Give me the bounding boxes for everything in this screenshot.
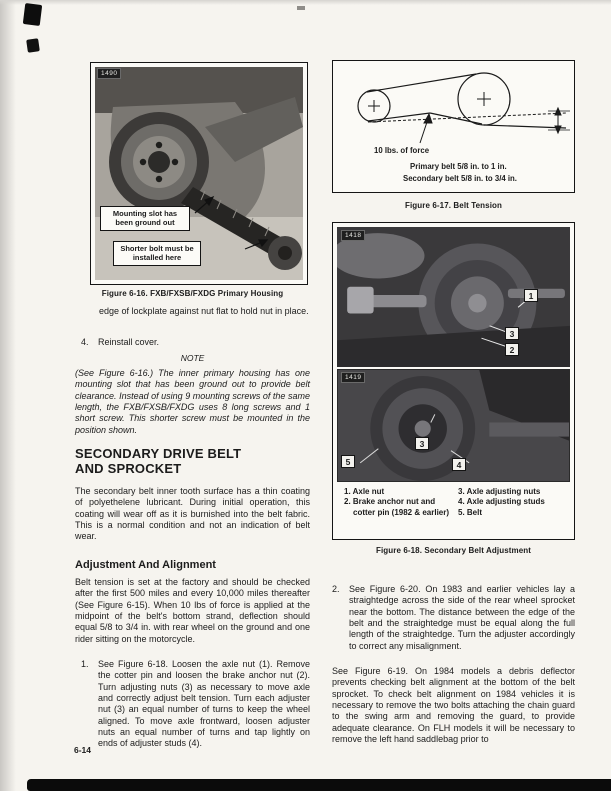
paragraph-belt-tension: Belt tension is set at the factory and should be checked after the first 500 miles and every 10,000 miles thereafter (See Figure 6-15). When 10 lbs of force is applied at the midpoint of the belt's bottom strand, deflection should equal 5/8 to 3/4 in. with rear wheel on the ground and one rider sitting on the motorcycle. — [75, 577, 310, 644]
figure-6-18-callout-2: 2 — [505, 343, 519, 356]
figure-6-17-caption: Figure 6-17. Belt Tension — [404, 201, 503, 210]
figure-6-17-force-label: 10 lbs. of force — [374, 146, 430, 155]
figure-6-18-callout-4: 4 — [452, 458, 466, 471]
figure-6-16-callout-shorter-bolt: Shorter bolt must be installed here — [113, 241, 201, 266]
legend-item: 3. Axle adjusting nuts — [458, 487, 541, 496]
figure-6-17-secondary-spec: Secondary belt 5/8 in. to 3/4 in. — [403, 174, 517, 183]
list-item-1 — [81, 659, 310, 750]
scan-mark-top-left-2 — [26, 38, 40, 53]
scan-edge-left — [0, 0, 16, 791]
scan-edge-top — [0, 0, 611, 5]
belt-tension-diagram-art — [334, 63, 573, 147]
list-item-1-number: 1. — [81, 659, 89, 669]
scan-mark-top-center — [297, 6, 305, 10]
figure-6-18-legend-col2 — [458, 487, 570, 518]
figure-6-16-callout-mounting-slot: Mounting slot has been ground out — [100, 206, 190, 231]
figure-6-18-callout-3-inset: 3 — [415, 437, 429, 450]
figure-6-17-primary-spec: Primary belt 5/8 in. to 1 in. — [410, 162, 507, 171]
figure-6-18-callout-3-top: 3 — [505, 327, 519, 340]
list-item-2 — [332, 584, 575, 652]
figure-6-18-legend-col1 — [344, 487, 454, 518]
figure-6-18-photo-id-top: 1418 — [341, 230, 365, 241]
note-body: (See Figure 6-16.) The inner primary housing has one mounting slot that has been ground out to provide belt clearance. Instead of using 9 mounting screws of the same length, the FXB/FXSB/FXDG uses 8 long screws and 1 short screw. This shorter screw must be mounted in the position shown. — [75, 368, 310, 435]
legend-item: 4. Axle adjusting studs — [458, 497, 545, 507]
list-item-4-text: Reinstall cover. — [98, 337, 160, 347]
page-number: 6-14 — [74, 745, 92, 755]
figure-6-18-callout-5: 5 — [341, 455, 355, 468]
paragraph-1984-models: See Figure 6-19. On 1984 models a debris deflector prevents checking belt alignment at the bottom of the belt sprocket. To check belt alignment on 1984 vehicles it is necessary to remove the two bolts attaching the chain guard to the swing arm and removing the guard, to provide adequate clearance. On FLH models it will be necessary to remove the left hand saddlebag prior to — [332, 666, 575, 744]
paragraph-lockplate-continuation: edge of lockplate against nut flat to hold nut in place. — [99, 306, 309, 316]
figure-6-18-photo-id-inset: 1419 — [341, 372, 365, 383]
legend-item: 5. Belt — [458, 507, 483, 517]
list-item-2-text: See Figure 6-20. On 1983 and earlier vehicles lay a straightedge across the side of the rear wheel sprocket near the bottom. The distance between the edge of the belt and the straightedge must be equal along the full length of the straightedge. Turn the adjuster accordingly to correct any misalignment. — [349, 584, 575, 651]
figure-6-17-diagram — [334, 63, 574, 152]
figure-6-18-caption: Figure 6-18. Secondary Belt Adjustment — [375, 546, 532, 555]
legend-item: 1. Axle nut — [344, 487, 385, 496]
heading-adjustment-alignment: Adjustment And Alignment — [75, 559, 216, 571]
list-item-1-text: See Figure 6-18. Loosen the axle nut (1). Remove the cotter pin and loosen the brake anchor nut (2). Turn adjusting nuts (3) as necessary to move axle and correctly adjust belt tension. Turn each adjuster nut (3) an equal number of turns to keep the wheel aligned. To move axle frontward, loosen adjuster nuts an equal number of turns and tap lightly on ends of adjuster studs (4). — [98, 659, 310, 749]
paragraph-secondary-belt: The secondary belt inner tooth surface has a thin coating of polyethelene lubricant. During initial operation, this coating will wear off as it is burnished into the belt fabric. This is a normal condition and not an indication of belt wear. — [75, 486, 310, 542]
note-label: NOTE — [180, 353, 205, 363]
heading-secondary-drive-belt: SECONDARY DRIVE BELT AND SPROCKET — [75, 446, 242, 477]
figure-6-18-callout-1: 1 — [524, 289, 538, 302]
scan-mark-bottom-bar — [27, 779, 611, 791]
figure-6-16-caption: Figure 6-16. FXB/FXSB/FXDG Primary Housing — [101, 289, 284, 298]
figure-6-16-photo-id: 1490 — [97, 68, 121, 79]
list-item-4 — [81, 337, 310, 348]
scan-mark-top-left-1 — [23, 3, 42, 26]
legend-item: 2. Brake anchor nut and cotter pin (1982 & earlier) — [344, 497, 450, 517]
list-item-2-number: 2. — [332, 584, 340, 594]
list-item-4-number: 4. — [81, 337, 89, 347]
